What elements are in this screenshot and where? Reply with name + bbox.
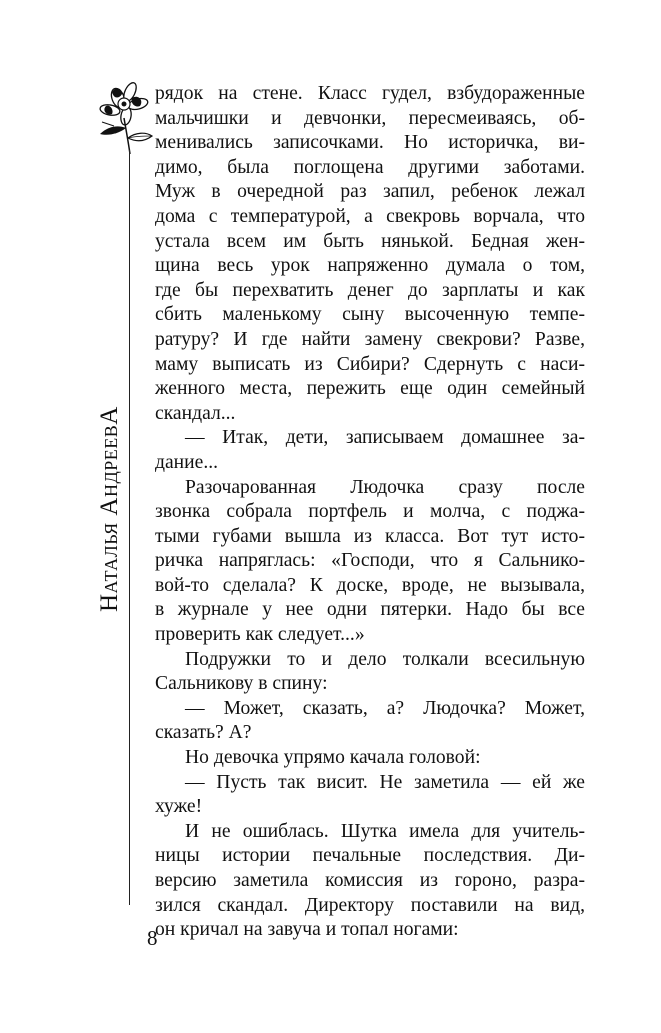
text-line: где бы перехватить денег до зарплаты и как (155, 279, 585, 301)
text-line: дание... (155, 451, 219, 473)
text-line: Муж в очередной раз запил, ребенок лежал (155, 181, 585, 203)
text-line: тыми губами вышла из класса. Вот тут исто- (155, 525, 585, 547)
text-line: — Может, сказать, а? Людочка? Может, (185, 697, 585, 719)
text-line: в журнале у нее одни пятерки. Надо бы все (155, 599, 585, 621)
text-line: — Пусть так висит. Не заметила — ей же (185, 771, 585, 793)
text-line: вой-то сделала? К доске, вроде, не вызывала, (155, 574, 585, 596)
text-line: скандал... (155, 402, 236, 424)
text-line: проверить как следует...» (155, 624, 365, 646)
margin-rule (129, 150, 130, 905)
text-line: сказать? А? (155, 722, 252, 744)
text-line: ричка напряглась: «Господи, что я Сальнико- (155, 550, 585, 572)
text-line: он кричал на завуча и топал ногами: (155, 919, 459, 941)
text-line: версию заметила комиссия из гороно, разра- (155, 870, 585, 891)
author-last-initial: А (96, 497, 123, 516)
text-line: Но девочка упрямо качала головой: (185, 747, 481, 769)
text-line: Сальникову в спину: (155, 673, 328, 695)
author-first-name: Наталья (96, 522, 123, 612)
text-line: маму выписать из Сибири? Сдернуть с наси- (155, 353, 585, 375)
text-line: зился скандал. Директору поставили на вид, (155, 894, 585, 916)
page-number: 8 (147, 926, 158, 950)
text-line: ратуру? И где найти замену свекрови? Разве, (155, 328, 585, 350)
text-line: Подружки то и дело толкали всесильную (185, 648, 585, 670)
text-line: — Итак, дети, записываем домашнее за- (185, 427, 585, 449)
text-line: Разочарованная Людочка сразу после (185, 476, 585, 498)
running-head-author (95, 406, 125, 612)
text-line: мальчишки и девчонки, пересмеиваясь, об- (155, 107, 585, 129)
text-line: димо, была поглощена другими заботами. (155, 156, 585, 178)
text-line: устала всем им быть нянькой. Бедная жен- (155, 230, 585, 252)
author-last-rest: ндреев (96, 424, 123, 498)
text-line: звонка собрала портфель и молча, с поджа- (155, 501, 585, 523)
text-line: сбить маленькому сыну высоченную темпе- (155, 304, 585, 326)
text-line: рядок на стене. Класс гудел, взбудораженные (155, 83, 585, 104)
text-line: дома с температурой, а свекровь ворчала, что (155, 205, 585, 227)
flower-ornament-icon (92, 78, 160, 156)
text-line: хуже! (155, 796, 203, 818)
author-last-final: А (96, 406, 123, 425)
text-line: щина весь урок напряженно думала о том, (155, 255, 585, 277)
text-line: женного места, пережить еще один семейный (155, 378, 585, 400)
text-line: менивались записочками. Но историчка, ви- (155, 132, 585, 154)
text-line: И не ошиблась. Шутка имела для учитель- (185, 820, 585, 842)
body-text (155, 82, 585, 943)
text-line: ницы истории печальные последствия. Ди- (155, 845, 585, 867)
